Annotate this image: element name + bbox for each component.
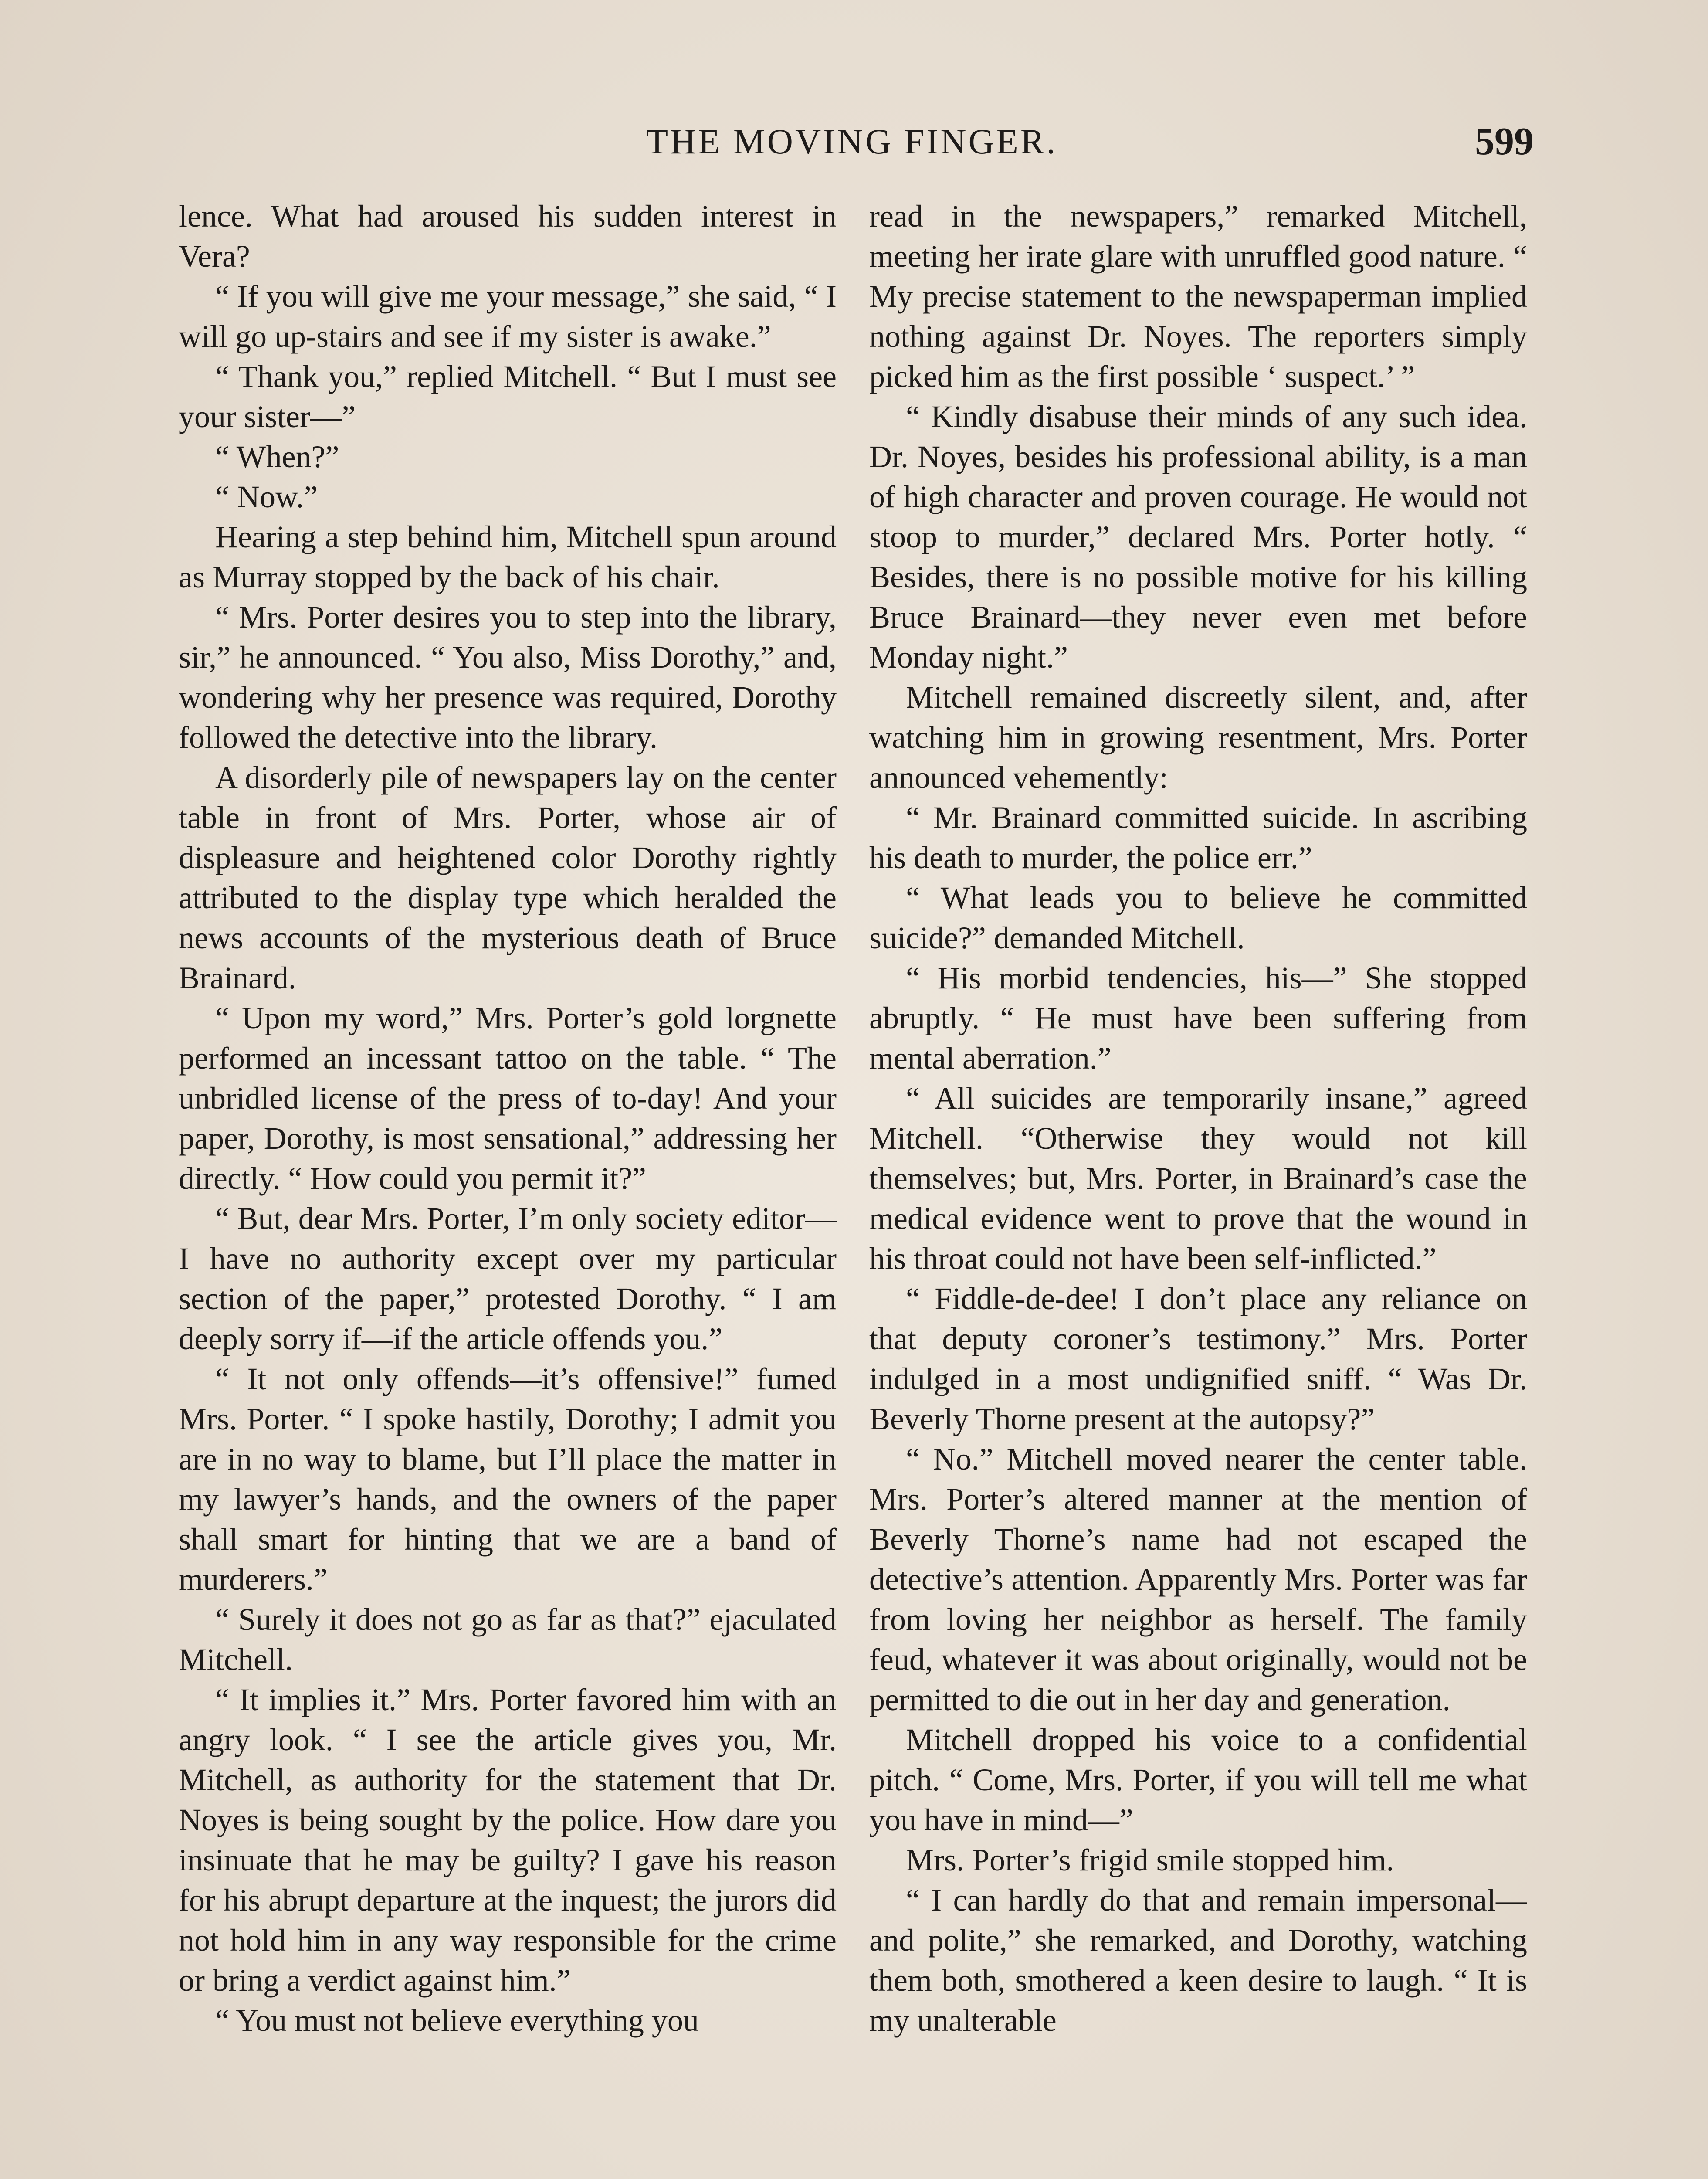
paragraph: “ When?” <box>215 439 339 474</box>
paragraph: “ I can hardly do that and remain impersonal—and polite,” she remarked, and Dorothy, watching them both, smothered a keen desire to laugh. “ It is my unalterable <box>869 1883 1527 2038</box>
page-number: 599 <box>1475 120 1534 163</box>
paragraph: Mitchell dropped his voice to a confidential pitch. “ Come, Mrs. Porter, if you will tell me what you have in mind—” <box>869 1722 1527 1837</box>
paragraph: “ Upon my word,” Mrs. Porter’s gold lorgnette performed an incessant tattoo on the table. “ The unbridled license of the press of to-day! And your paper, Dorothy, is most sensational,” addressing her directly. “ How could you permit it?” <box>179 1001 837 1196</box>
paragraph: “ Thank you,” replied Mitchell. “ But I must see your sister—” <box>179 359 837 434</box>
paragraph: “ It not only offends—it’s offensive!” fumed Mrs. Porter. “ I spoke hastily, Dorothy; I admit you are in no way to blame, but I’ll place the matter in my lawyer’s hands, and the owners of the paper shall smart for hinting that we are a band of murderers.” <box>179 1361 837 1597</box>
running-title: THE MOVING FINGER. <box>646 122 1058 161</box>
paragraph: “ Surely it does not go as far as that?” ejaculated Mitchell. <box>179 1602 837 1677</box>
paragraph: lence. What had aroused his sudden interest in Vera? <box>179 199 837 274</box>
paragraph: “ If you will give me your message,” she said, “ I will go up-stairs and see if my sister is awake.” <box>179 279 837 354</box>
paragraph: “ Fiddle-de-dee! I don’t place any reliance on that deputy coroner’s testimony.” Mrs. Porter indulged in a most undignified sniff. “ Was Dr. Beverly Thorne present at the autopsy?” <box>869 1281 1527 1436</box>
paragraph: Mitchell remained discreetly silent, and, after watching him in growing resentment, Mrs. Porter announced vehemently: <box>869 680 1527 795</box>
paragraph: “ What leads you to believe he committed suicide?” demanded Mitchell. <box>869 880 1527 955</box>
paragraph: “ No.” Mitchell moved nearer the center table. Mrs. Porter’s altered manner at the mention of Beverly Thorne’s name had not escaped the detective’s attention. Apparently Mrs. Porter was far from loving her neighbor as herself. The family feud, whatever it was about originally, would not be permitted to die out in her day and generation. <box>869 1442 1527 1717</box>
paragraph: A disorderly pile of newspapers lay on the center table in front of Mrs. Porter, whose air of displeasure and heightened color Dorothy rightly attributed to the display type which heralded the news accounts of the mysterious death of Bruce Brainard. <box>179 760 837 995</box>
paragraph: “ All suicides are temporarily insane,” agreed Mitchell. “Otherwise they would not kill themselves; but, Mrs. Porter, in Brainard’s case the medical evidence went to prove that the wound in his throat could not have been self-inflicted.” <box>869 1081 1527 1276</box>
paragraph: “ His morbid tendencies, his—” She stopped abruptly. “ He must have been suffering from mental aberration.” <box>869 961 1527 1076</box>
paragraph: “ But, dear Mrs. Porter, I’m only society editor—I have no authority except over my particular section of the paper,” protested Dorothy. “ I am deeply sorry if—if the article offends you.” <box>179 1201 837 1356</box>
right-column <box>869 196 1527 2179</box>
paragraph: “ You must not believe everything you <box>215 2003 699 2038</box>
paragraph: Hearing a step behind him, Mitchell spun around as Murray stopped by the back of his chair. <box>179 519 837 594</box>
paragraph: “ It implies it.” Mrs. Porter favored him with an angry look. “ I see the article gives you, Mr. Mitchell, as authority for the statement that Dr. Noyes is being sought by the police. How dare you insinuate that he may be guilty? I gave his reason for his abrupt departure at the inquest; the jurors did not hold him in any way responsible for the crime or bring a verdict against him.” <box>179 1682 837 1998</box>
paragraph: read in the newspapers,” remarked Mitchell, meeting her irate glare with unruffled good nature. “ My precise statement to the newspaperman implied nothing against Dr. Noyes. The reporters simply picked him as the first possible ‘ suspect.’ ” <box>869 199 1527 394</box>
paragraph: “ Mr. Brainard committed suicide. In ascribing his death to murder, the police err.” <box>869 800 1527 875</box>
paragraph: “ Kindly disabuse their minds of any such idea. Dr. Noyes, besides his professional ability, is a man of high character and proven courage. He would not stoop to murder,” declared Mrs. Porter hotly. “ Besides, there is no possible motive for his killing Bruce Brainard—they never even met before Monday night.” <box>869 399 1527 675</box>
paragraph: “ Mrs. Porter desires you to step into the library, sir,” he announced. “ You also, Miss Dorothy,” and, wondering why her presence was required, Dorothy followed the detective into the library. <box>179 600 837 755</box>
paragraph: “ Now.” <box>215 479 318 514</box>
paragraph: Mrs. Porter’s frigid smile stopped him. <box>906 1843 1394 1877</box>
left-column <box>179 196 837 2179</box>
page-header <box>170 118 1534 179</box>
